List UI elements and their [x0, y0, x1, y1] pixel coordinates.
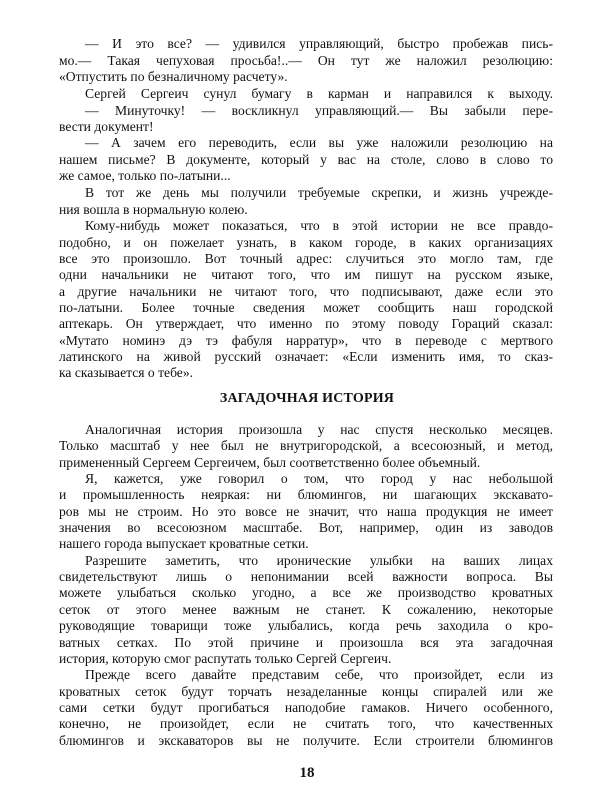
text-line: и промышленность неяркая: ни блюмингов, ни шагающих экскавато-: [59, 487, 553, 502]
text-line: Аналогичная история произошла у нас спустя несколько месяцев.: [85, 422, 553, 437]
text-line: а другие начальники не читают того, что подписывают, даже если это: [59, 284, 553, 299]
text-line: руководящие товарищи тоже улыбались, когда речь заходила о кро-: [59, 618, 553, 633]
text-line: свидетельствуют лишь о непонимании всей важности вопроса. Вы: [59, 569, 553, 584]
text-line: аптекарь. Он утверждает, что именно по этому поводу Гораций сказал:: [59, 316, 553, 331]
text-line: — Минуточку! — воскликнул управляющий.— Вы забыли пере-: [85, 103, 553, 118]
text-line: ка сказывается о тебе».: [59, 365, 194, 380]
text-line: — А зачем его переводить, если вы уже наложили резолюцию на: [85, 135, 553, 150]
text-line: В тот же день мы получили требуемые скрепки, и жизнь учрежде-: [85, 185, 553, 200]
text-line: можете улыбаться сколько угодно, а все же производство кроватных: [59, 585, 553, 600]
text-line: «Мутато номинэ дэ тэ фабуля нарратур», что в переводе с мертвого: [59, 333, 553, 348]
page-number: 18: [299, 765, 315, 781]
text-line: история, которую смог распутать только Сергей Сергеич.: [59, 651, 392, 666]
text-line: кроватных сеток будут торчать незаделанные концы спиралей или же: [59, 684, 553, 699]
text-line: сами сетки будут прогибаться наподобие гамаков. Ничего особенного,: [59, 700, 553, 715]
text-line: ватных сетках. По этой причине и произошла вся эта загадочная: [59, 635, 553, 650]
text-line: «Отпустить по безналичному расчету».: [59, 69, 288, 84]
section-heading: ЗАГАДОЧНАЯ ИСТОРИЯ: [219, 391, 395, 406]
text-line: одни начальники не читают того, что им пишут на русском языке,: [59, 267, 553, 282]
text-line: нашем письме? В документе, который у вас на столе, слово в слово то: [59, 152, 553, 167]
text-line: — И это все? — удивился управляющий, быстро пробежав пись-: [85, 36, 553, 51]
text-line: же самое, только по-латыни...: [59, 168, 231, 183]
text-line: сеток от этого менее важным не станет. К сожалению, некоторые: [59, 602, 553, 617]
text-line: значения во всесоюзном масштабе. Вот, например, один из заводов: [59, 520, 553, 535]
text-line: латинского на живой русский означает: «Если изменить имя, то сказ-: [59, 349, 553, 364]
text-line: Только масштаб у нее был не внутригородской, а всесоюзный, и метод,: [59, 438, 553, 453]
text-line: Разрешите заметить, что иронические улыбки на ваших лицах: [85, 553, 553, 568]
text-line: мо.— Такая чепуховая просьба!..— Он тут же наложил резолюцию:: [59, 53, 553, 68]
text-line: примененный Сергеем Сергеичем, был соответственно более объемный.: [59, 455, 481, 470]
text-line: ния вошла в нормальную колею.: [59, 202, 248, 217]
text-line: конечно, не произойдет, если не считать того, что качественных: [59, 716, 553, 731]
text-line: по-латыни. Более точные сведения может сообщить наш городской: [59, 300, 553, 315]
text-line: Кому-нибудь может показаться, что в этой истории не все правдо-: [85, 218, 553, 233]
text-line: подобно, и он пожелает узнать, в каком городе, в каких организациях: [59, 235, 553, 250]
text-line: Сергей Сергеич сунул бумагу в карман и направился к выходу.: [85, 86, 553, 101]
text-line: все это произошло. Вот точный адрес: случиться это могло там, где: [59, 251, 553, 266]
text-line: Прежде всего давайте представим себе, что произойдет, если из: [85, 667, 553, 682]
text-line: ров мы не строим. Но это вовсе не значит, что наша продукция не имеет: [59, 504, 553, 519]
text-line: блюмингов и экскаваторов вы не получите. Если строители блюмингов: [59, 733, 553, 748]
text-line: нашего города выпускает кроватные сетки.: [59, 536, 309, 551]
text-line: вести документ!: [59, 119, 154, 134]
text-line: Я, кажется, уже говорил о том, что город у нас небольшой: [85, 471, 553, 486]
